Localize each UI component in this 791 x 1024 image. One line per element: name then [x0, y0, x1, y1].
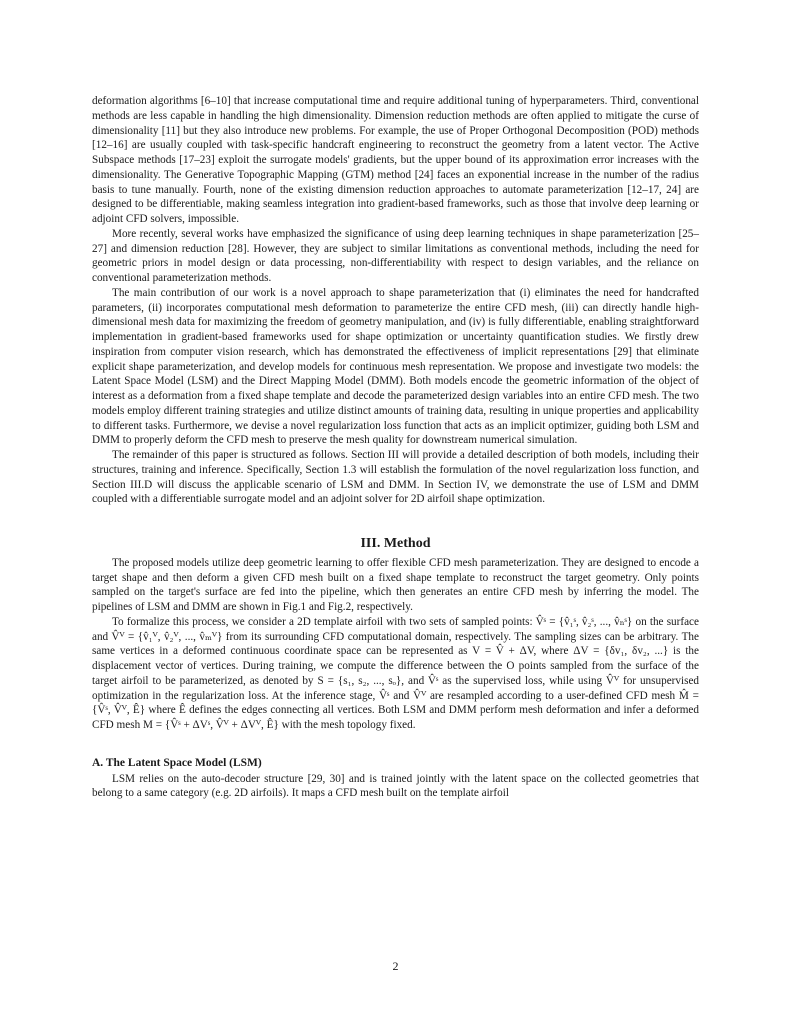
intro-paragraph-2: More recently, several works have emphasized the significance of using deep learning techniques in shape parameterization [25–27] and dimension reduction [28]. However, they are subject to similar limitations as conventional methods, including the need for geometric priors in model design or data processing, non-differentiability with respect to design variables, and the reliance on conventional parameterization methods.: [92, 227, 699, 284]
intro-paragraph-4: The remainder of this paper is structured as follows. Section III will provide a detailed description of both models, including their structures, training and inference. Specifically, Section 1.3 will establish the formulation of the novel regularization loss function, and Section III.D will discuss the applicable scenario of LSM and DMM. In Section IV, we demonstrate the use of LSM and DMM coupled with a differentiable surrogate model and an adjoint solver for 2D airfoil shape optimization.: [92, 449, 699, 506]
method-paragraph-2: To formalize this process, we consider a 2D template airfoil with two sets of sampled points: V̂ˢ = {v̂₁ˢ, v̂₂ˢ, ..., v̂ₙˢ} on the surface and V̂ⱽ = {v̂₁ⱽ, v̂₂ⱽ, ..., v̂ₘⱽ} from its surrounding CFD computational domain, respectively. The sampling sizes can be arbitrary. The same vertices in a deformed continuous coordinate space can be represented as V = V̂ + ΔV, where ΔV = {δv₁, δv₂, ...} is the displacement vector of vertices. During training, we compute the difference between the O points sampled from the surface of the target airfoil to be parameterized, as denoted by S = {s₁, s₂, ..., sₒ}, and V̂ˢ as the supervised loss, while using V̂ⱽ for unsupervised optimization in the regularization loss. At the inference stage, V̂ˢ and V̂ⱽ are resampled according to a user-defined CFD mesh M̂ = {V̂ˢ, V̂ⱽ, Ê} where Ê defines the edges connecting all vertices. Both LSM and DMM perform mesh deformation and infer a deformed CFD mesh M = {V̂ˢ + ΔVˢ, V̂ⱽ + ΔVⱽ, Ê} with the mesh topology fixed.: [92, 615, 699, 731]
paper-page: [92, 94, 699, 801]
subsection-title-lsm: A. The Latent Space Model (LSM): [92, 756, 262, 769]
intro-paragraph-3: The main contribution of our work is a novel approach to shape parameterization that (i) eliminates the need for handcrafted parameters, (ii) incorporates computational mesh deformation to parameterize the entire CFD mesh, (iii) can directly handle high-dimensional mesh data for maximizing the freedom of geometry manipulation, and (iv) is fully differentiable, enabling straightforward implementation in gradient-based frameworks used for shape optimization or uncertainty quantification studies. We firstly drew inspiration from computer vision research, which has demonstrated the effectiveness of implicit representations [29] that eliminate explicit shape parameterization, and develop models for continuous mesh representation. We propose and investigate two models: the Latent Space Model (LSM) and the Direct Mapping Model (DMM). Both models encode the geometric information of the object of interest as a deformation from a fixed shape template and decode the parameterized design variables into an entire CFD mesh. The two models employ different training strategies and utilize distinct amounts of training data, resulting in unique properties and applicability to different tasks. Furthermore, we devise a novel regularization loss function that acts as an implicit optimizer, guiding both LSM and DMM to properly deform the CFD mesh to preserve the mesh quality for downstream numerical simulation.: [92, 286, 699, 447]
page-number: 2: [392, 959, 399, 973]
lsm-paragraph-1: LSM relies on the auto-decoder structure [29, 30] and is trained jointly with the latent space on the collected geometries that belong to a same category (e.g. 2D airfoils). It maps a CFD mesh built on the template airfoil: [92, 772, 699, 800]
intro-paragraph-1: deformation algorithms [6–10] that increase computational time and require additional tuning of hyperparameters. Third, conventional methods are less capable in handling the high dimensionality. Dimension reduction methods are often applied to mitigate the curse of dimensionality [11] but they also introduce new problems. For example, the use of Proper Orthogonal Decomposition (POD) methods [12–16] are usually coupled with task-specific handcraft engineering to reconstruct the geometry from a latent vector. The Active Subspace methods [17–23] exploit the surrogate models' gradients, but the upper bound of its approximation error increases with the dimensionality. The Generative Topographic Mapping (GTM) method [24] faces an exponential increase in the number of the radius basis to tune manually. Fourth, none of the existing dimension reduction approaches to automate parameterization [12–17, 24] are designed to be differentiable, making seamless integration into gradient-based frameworks, such as those that involve deep learning or adjoint CFD solvers, impossible.: [92, 95, 699, 225]
method-paragraph-1: The proposed models utilize deep geometric learning to offer flexible CFD mesh parameterization. They are designed to encode a target shape and then deform a given CFD mesh built on a fixed shape template to reconstruct the target geometry. Only points sampled on the target's surface are fed into the pipeline, which then generates an entire CFD mesh by inferring the model. The pipelines of LSM and DMM are shown in Fig.1 and Fig.2, respectively.: [92, 556, 699, 613]
section-title-method: III. Method: [360, 536, 431, 551]
